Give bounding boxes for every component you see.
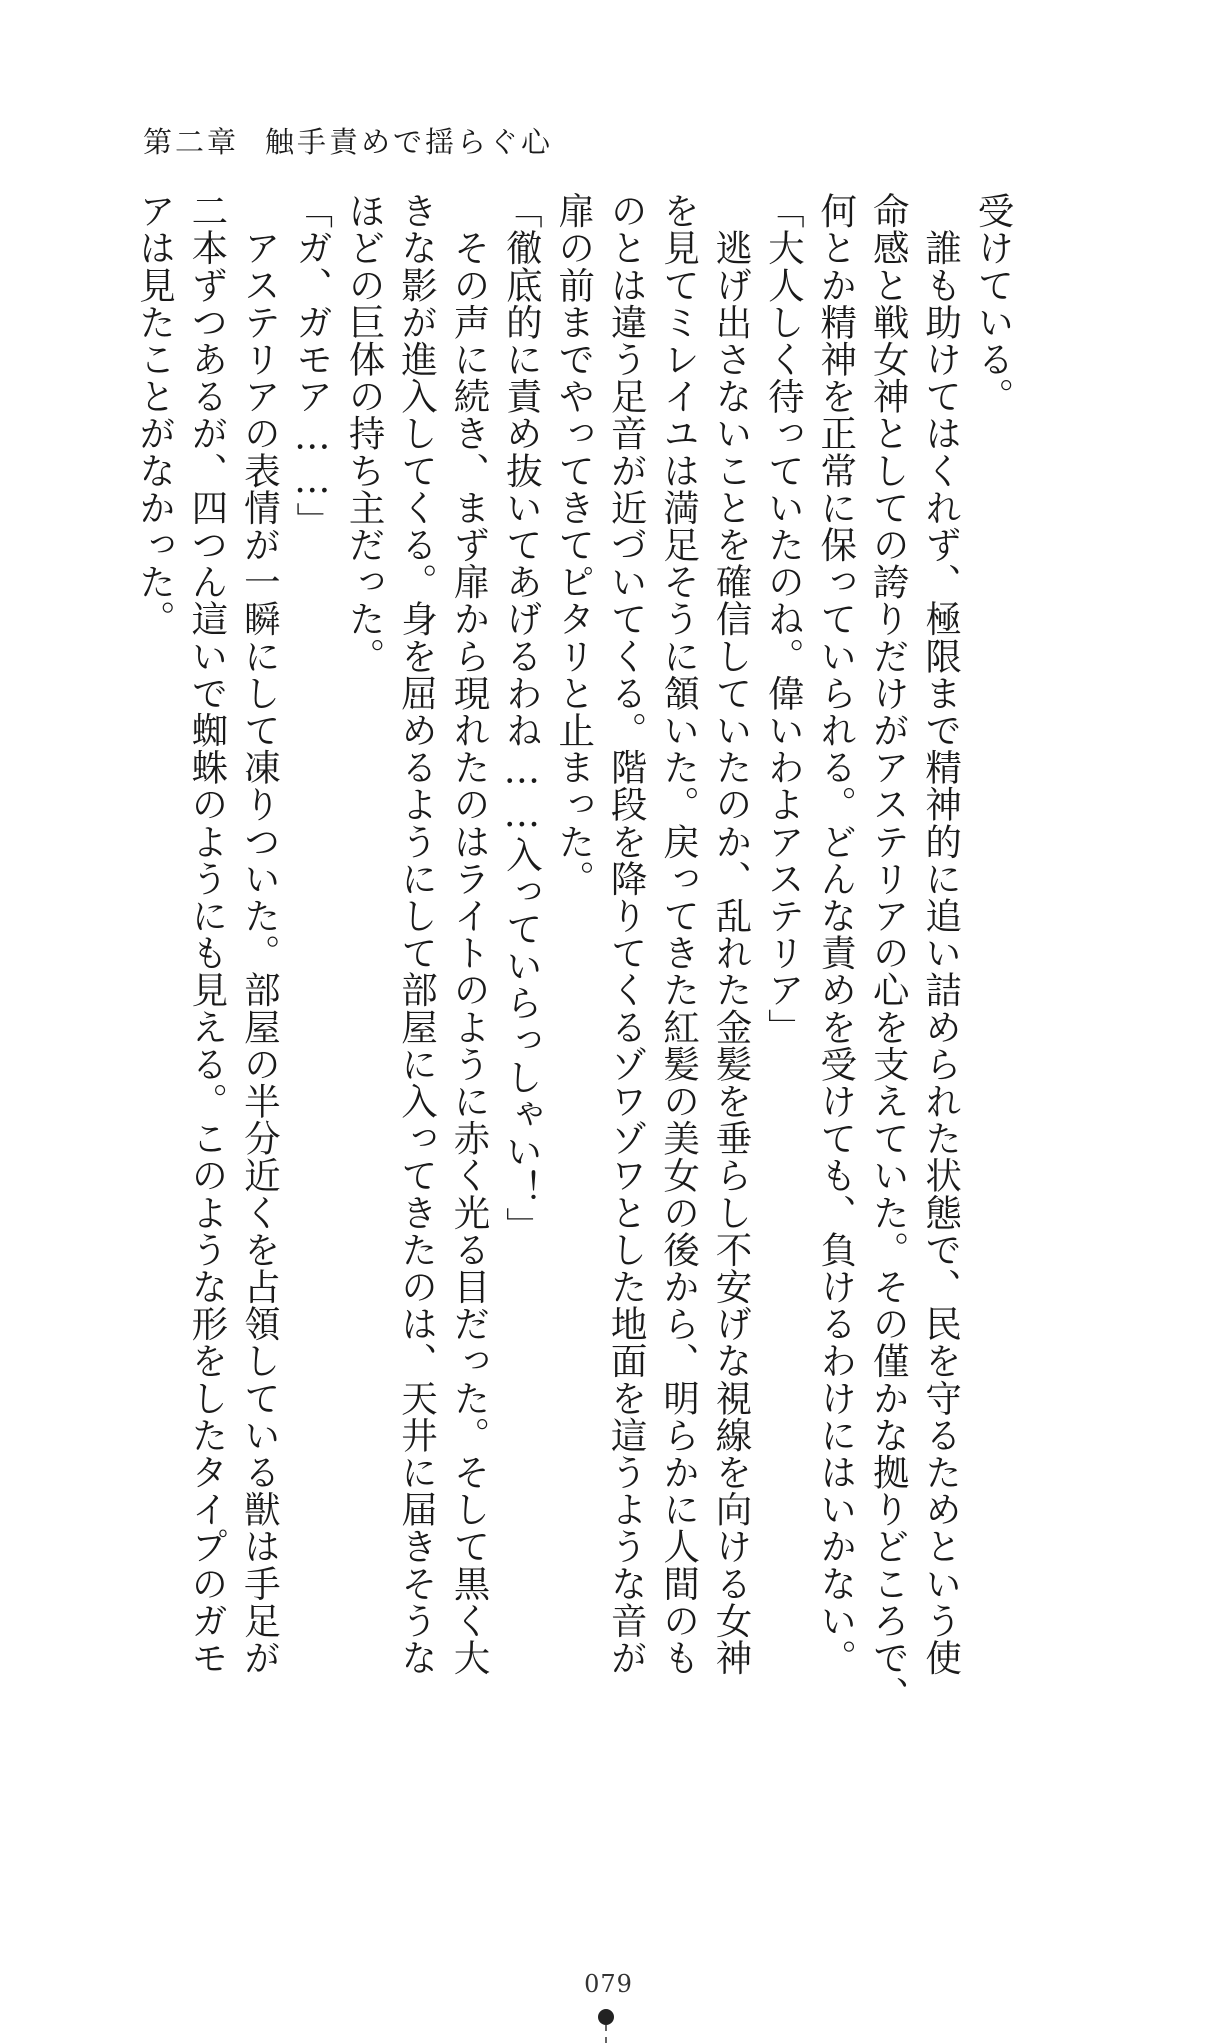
text-line: 二本ずつあるが、四つん這いで蜘蛛のようにも見える。このような形をしたタイプのガモ [185,192,229,1676]
text-line: 逃げ出さないことを確信していたのか、乱れた金髪を垂らし不安げな視線を向ける女神 [709,192,753,1676]
text-line: アは見たことがなかった。 [133,192,177,638]
text-line: 命感と戦女神としての誇りだけがアステリアの心を支えていた。その僅かな拠りどころで、 [867,192,911,1714]
text-line: 「大人しく待っていたのね。偉いわよアステリア」 [762,192,806,1046]
page-number: 079 [584,1970,633,1998]
text-line: 扉の前までやってきてピタリと止まった。 [552,192,596,897]
text-line: 「ガ、ガモア……」 [290,192,334,539]
text-line: ほどの巨体の持ち主だった。 [343,192,387,675]
text-line: 何とか精神を正常に保っていられる。どんな責めを受けても、負けるわけにはいかない。 [814,192,858,1676]
chapter-number: 第二章 [143,125,240,159]
text-line: を見てミレイユは満足そうに頷いた。戻ってきた紅髪の美女の後から、明らかに人間のも [657,192,701,1676]
body-text [128,192,1019,1722]
text-line: 誰も助けてはくれず、極限まで精神的に追い詰められた状態で、民を守るためという使 [919,192,963,1676]
text-line: 「徹底的に責め抜いてあげるわね……入っていらっしゃい！」 [500,192,544,1244]
text-line: のとは違う足音が近づいてくる。階段を降りてくるゾワゾワとした地面を這うような音が [605,192,649,1676]
page-rule-line [605,2025,607,2043]
text-line: その声に続き、まず扉から現れたのはライトのように赤く光る目だった。そして黒く大 [447,192,491,1676]
text-line: きな影が進入してくる。身を屈めるようにして部屋に入ってきたのは、天井に届きそうな [395,192,439,1676]
text-line: アステリアの表情が一瞬にして凍りついた。部屋の半分近くを占領している獣は手足が [238,192,282,1676]
text-line: 受けている。 [972,192,1015,415]
page-dot-marker [598,2009,614,2025]
chapter-title: 触手責めで揺らぐ心 [265,125,554,159]
chapter-header [143,120,553,161]
